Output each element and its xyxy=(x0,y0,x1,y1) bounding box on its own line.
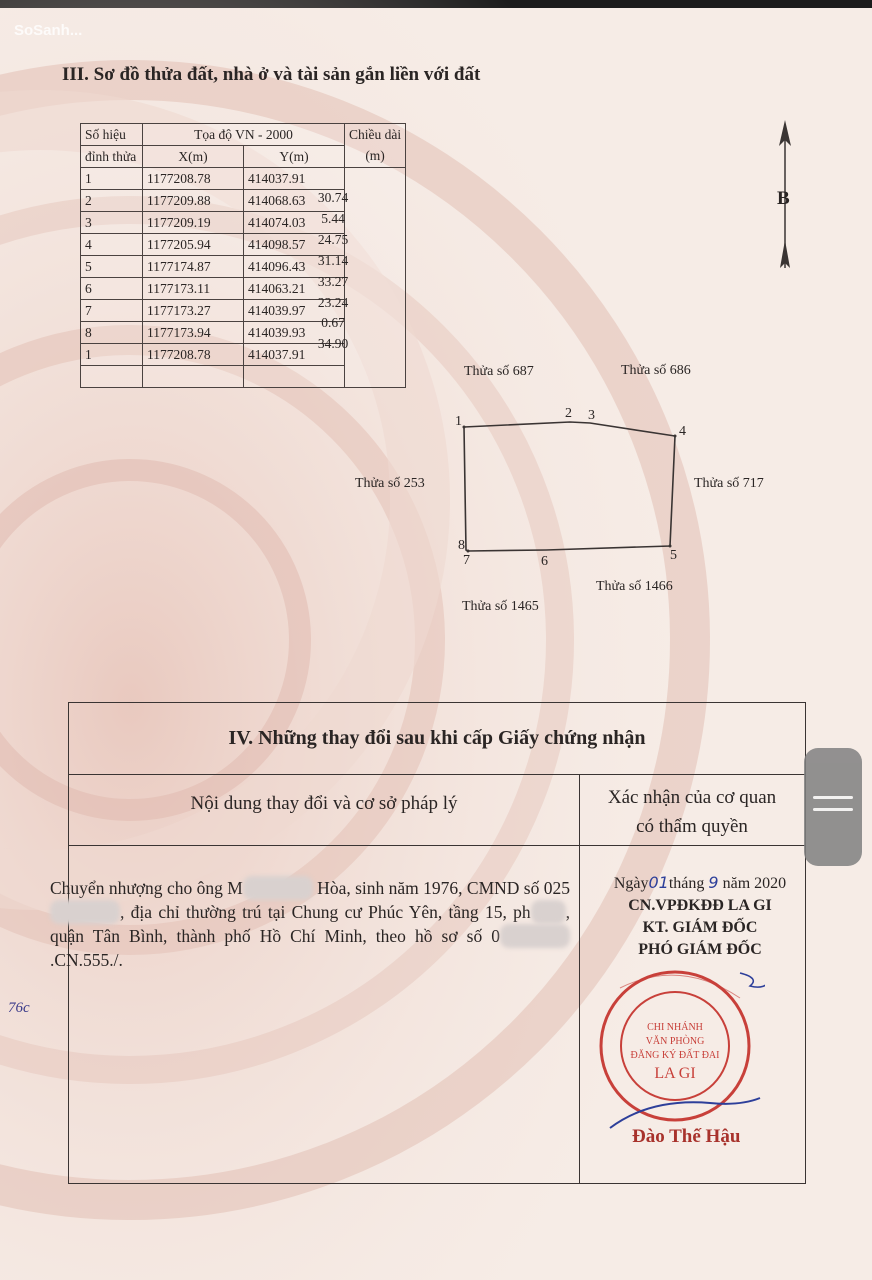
svg-text:ĐĂNG KÝ ĐẤT ĐAI: ĐĂNG KÝ ĐẤT ĐAI xyxy=(630,1050,720,1061)
table-row: 1 1177208.78 414037.91 xyxy=(81,344,406,366)
section-3-title: III. Sơ đồ thửa đất, nhà ở và tài sản gắn liền với đất xyxy=(62,64,481,85)
office-name: CN.VPĐKĐĐ LA GI xyxy=(628,897,772,914)
length-value: 33.27 xyxy=(317,273,349,289)
length-value: 30.74 xyxy=(317,190,349,205)
signer-title-1: KT. GIÁM ĐỐC xyxy=(642,919,758,936)
confirmation-date: Ngày01tháng 9 năm 2020 xyxy=(613,873,787,892)
vertex-label: 2 xyxy=(565,406,572,421)
handwritten-day: 01 xyxy=(648,873,669,892)
header-x: X(m) xyxy=(143,146,244,168)
vertex-label: 4 xyxy=(679,424,686,439)
vertex-label: 7 xyxy=(463,553,470,568)
table-row: 4 1177205.94 414098.57 xyxy=(81,234,406,256)
signer-title-2: PHÓ GIÁM ĐỐC xyxy=(638,941,762,958)
parcel-label: Thửa số 1466 xyxy=(596,579,673,594)
parcel-label: Thửa số 1465 xyxy=(462,599,539,614)
table-row: 8 1177173.94 414039.93 xyxy=(81,322,406,344)
redacted-text xyxy=(50,900,120,924)
length-value: 5.44 xyxy=(321,210,345,226)
divider xyxy=(69,774,805,775)
signer-name: Đào Thế Hậu xyxy=(632,1126,741,1147)
margin-note: 76c xyxy=(8,1000,30,1016)
table-row: 7 1177173.27 414039.97 xyxy=(81,300,406,322)
vertex-label: 5 xyxy=(670,548,677,563)
length-value: 34.90 xyxy=(317,336,349,352)
table-row: 1 1177208.78 414037.91 xyxy=(81,168,406,190)
official-seal-icon xyxy=(590,968,765,1143)
parcel-label: Thửa số 686 xyxy=(621,363,691,378)
parcel-label: Thửa số 687 xyxy=(464,364,534,379)
column-header-changes: Nội dung thay đổi và cơ sở pháp lý xyxy=(190,793,458,814)
vertex-label: 8 xyxy=(458,538,465,553)
svg-text:LA GI: LA GI xyxy=(654,1065,696,1082)
header-length: Chiều dài xyxy=(345,124,406,146)
length-value: 31.14 xyxy=(317,252,349,268)
north-label: B xyxy=(777,188,790,209)
menu-lines-icon xyxy=(813,796,853,799)
header-point: Số hiệu xyxy=(81,124,143,146)
table-row: 2 1177209.88 414068.63 xyxy=(81,190,406,212)
confirmation-block xyxy=(580,872,820,961)
watermark: SoSanh... xyxy=(14,22,83,39)
length-value: 23.24 xyxy=(317,294,349,310)
parcel-label: Thửa số 253 xyxy=(355,476,425,491)
vertex-label: 6 xyxy=(541,554,548,569)
parcel-label: Thửa số 717 xyxy=(694,476,764,491)
svg-text:CHI NHÁNH: CHI NHÁNH xyxy=(647,1022,703,1033)
header-point-2: đỉnh thửa xyxy=(81,146,143,168)
header-length-unit: (m) xyxy=(345,146,406,168)
redacted-text xyxy=(531,900,566,924)
table-row: 3 1177209.19 414074.03 xyxy=(81,212,406,234)
change-content-text: Chuyển nhượng cho ông M Hòa, sinh năm 1976, CMND số 025, địa chỉ thường trú tại Chung cư Phúc Yên, tầng 15, ph , quận Tân Bình, thành phố Hồ Chí Minh, theo hồ sơ số 0.CN.555./. xyxy=(50,878,570,970)
table-row: 6 1177173.11 414063.21 xyxy=(81,278,406,300)
handwritten-month: 9 xyxy=(708,873,719,892)
scroll-handle[interactable] xyxy=(804,748,862,866)
column-header-confirmation: Xác nhận của cơ quan có thẩm quyền xyxy=(607,787,777,837)
vertex-label: 1 xyxy=(455,414,462,429)
vertex-label: 3 xyxy=(588,408,595,423)
length-value: 0.67 xyxy=(321,315,345,331)
section-4-title: IV. Những thay đổi sau khi cấp Giấy chứng nhận xyxy=(228,727,646,749)
divider xyxy=(69,845,805,846)
svg-text:VĂN PHÒNG: VĂN PHÒNG xyxy=(645,1036,705,1047)
length-value: 24.75 xyxy=(317,231,349,247)
header-coord: Tọa độ VN - 2000 xyxy=(143,124,345,146)
redacted-text xyxy=(243,876,313,900)
header-y: Y(m) xyxy=(244,146,345,168)
table-row: 5 1177174.87 414096.43 xyxy=(81,256,406,278)
redacted-text xyxy=(500,924,570,948)
